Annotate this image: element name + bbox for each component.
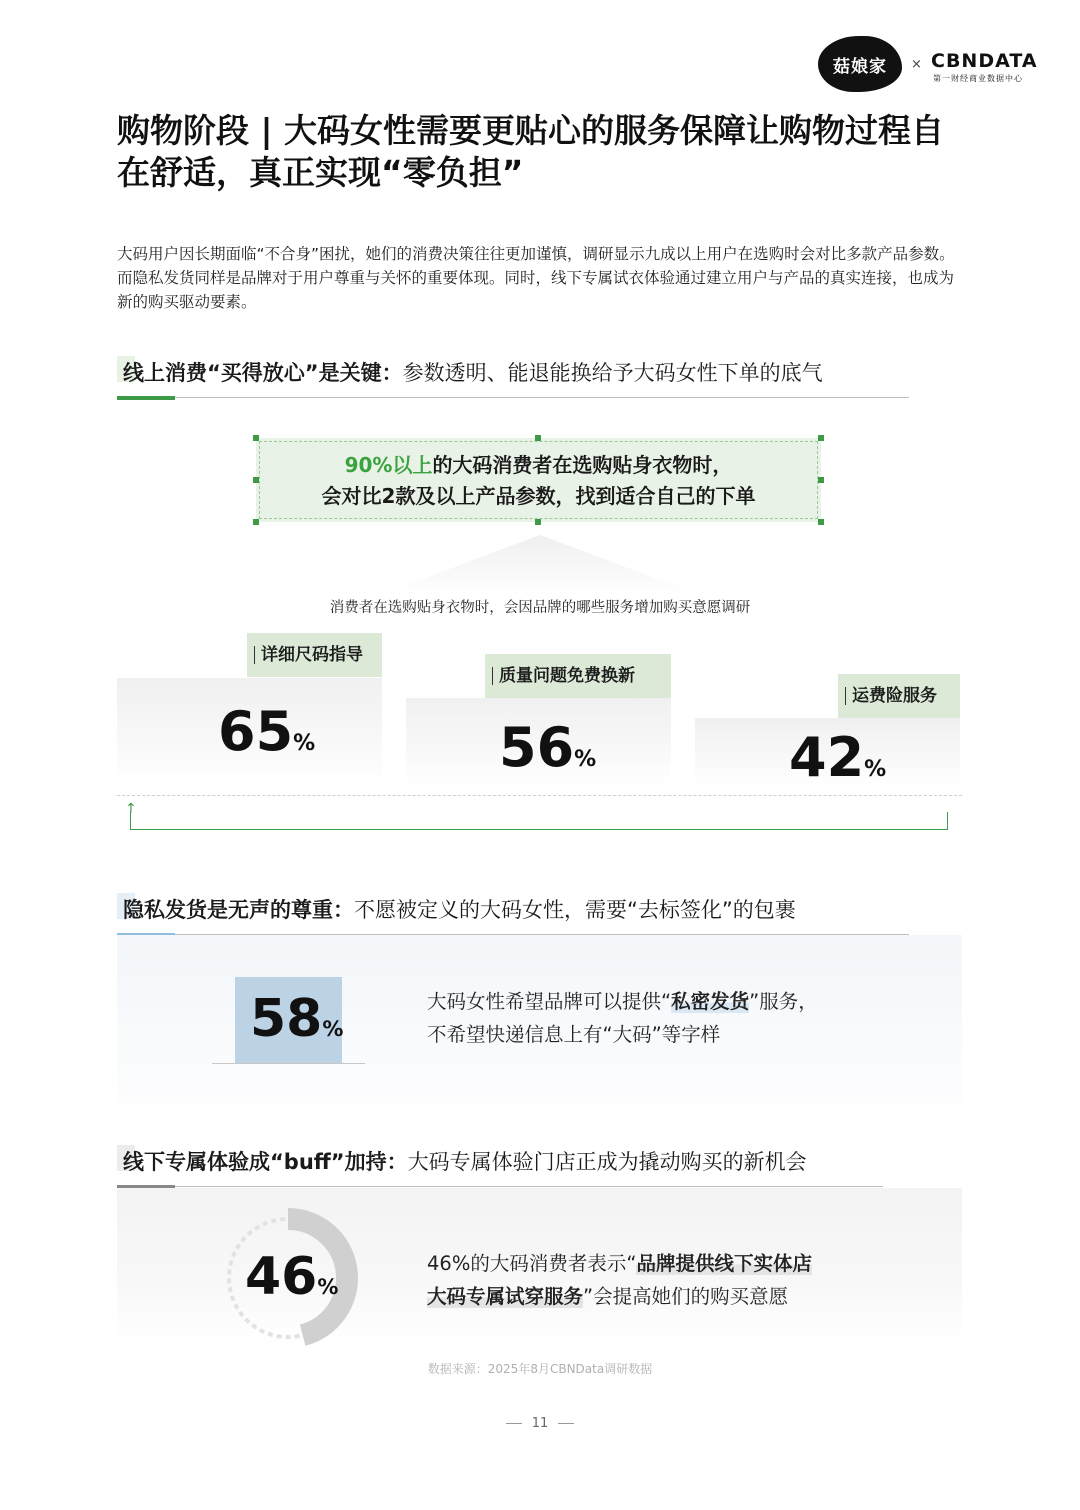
bar-value-size-guide: 65% [218,700,316,763]
section2-heading-text: 不愿被定义的大码女性，需要“去标签化”的包裹 [354,898,796,922]
callout-highlight: 90%以上 [344,453,433,477]
bar-value-free-replacement: 56% [499,716,597,779]
callout-line1: 的大码消费者在选购贴身衣物时， [432,453,733,477]
logo-separator: × [911,57,922,72]
bar-label-free-replacement: 质量问题免费换新 [485,654,671,698]
bars-bracket [130,812,948,830]
page-title: 购物阶段 | 大码女性需要更贴心的服务保障让购物过程自在舒适，真正实现“零负担” [117,111,945,192]
callout-pointer [380,535,700,595]
bar-value-shipping-insurance: 42% [789,726,887,789]
section2-description: 大码女性希望品牌可以提供“私密发货”服务， 不希望快递信息上有“大码”等字样 [427,990,818,1046]
bar-label-shipping-insurance: 运费险服务 [838,674,960,718]
brand-logo-text: 菇娘家 [833,56,887,77]
arrow-up-icon: ↑ [125,801,137,817]
section1-accent-bar [117,396,175,400]
data-source: 数据来源：2025年8月CBNData调研数据 [427,1362,653,1376]
section1-divider [117,397,909,398]
key-stat-callout [256,438,821,522]
offline-store-highlight: 品牌提供线下实体店 [636,1252,812,1275]
callout-line2: 会对比2款及以上产品参数，找到适合自己的下单 [321,484,756,508]
section2-heading-bold: 隐私发货是无声的尊重： [123,898,354,922]
bar-label-size-guide: 详细尺码指导 [247,633,382,677]
section1-heading-bold: 线上消费“买得放心”是关键： [123,361,403,385]
try-on-service-highlight: 大码专属试穿服务 [427,1285,584,1308]
survey-title: 消费者在选购贴身衣物时，会因品牌的哪些服务增加购买意愿调研 [329,600,751,616]
section2-heading [117,893,909,937]
section3-divider [117,1186,883,1187]
stat-58-underline [212,1063,365,1064]
section1-heading-text: 参数透明、能退能换给予大码女性下单的底气 [402,361,823,385]
stat-46-value: 46% [245,1247,339,1307]
private-shipping-highlight: 私密发货 [671,990,750,1013]
stat-58-value: 58% [250,989,344,1049]
section3-heading-bold: 线下专属体验成“buff”加持： [123,1150,408,1174]
brand-logo [818,36,902,92]
section3-heading-text: 大码专属体验门店正成为撬动购买的新机会 [407,1150,807,1174]
bars-baseline [117,795,962,796]
section1-heading [117,356,909,400]
section3-description: 46%的大码消费者表示“品牌提供线下实体店 大码专属试穿服务”会提高她们的购买意愿 [427,1252,812,1308]
section3-heading [117,1145,883,1189]
partner-logo: CBNDATA [931,50,1038,72]
page-number: 11 [0,1416,1080,1431]
intro-paragraph: 大码用户因长期面临“不合身”困扰，她们的消费决策往往更加谨慎，调研显示九成以上用户在选购时会对比多款产品参数。而隐私发货同样是品牌对于用户尊重与关怀的重要体现。同时，线下专属试衣体验通过建立用户与产品的真实连接，也成为新的购买驱动要素。 [117,245,955,311]
partner-logo-subtitle: 第一财经商业数据中心 [933,74,1023,83]
